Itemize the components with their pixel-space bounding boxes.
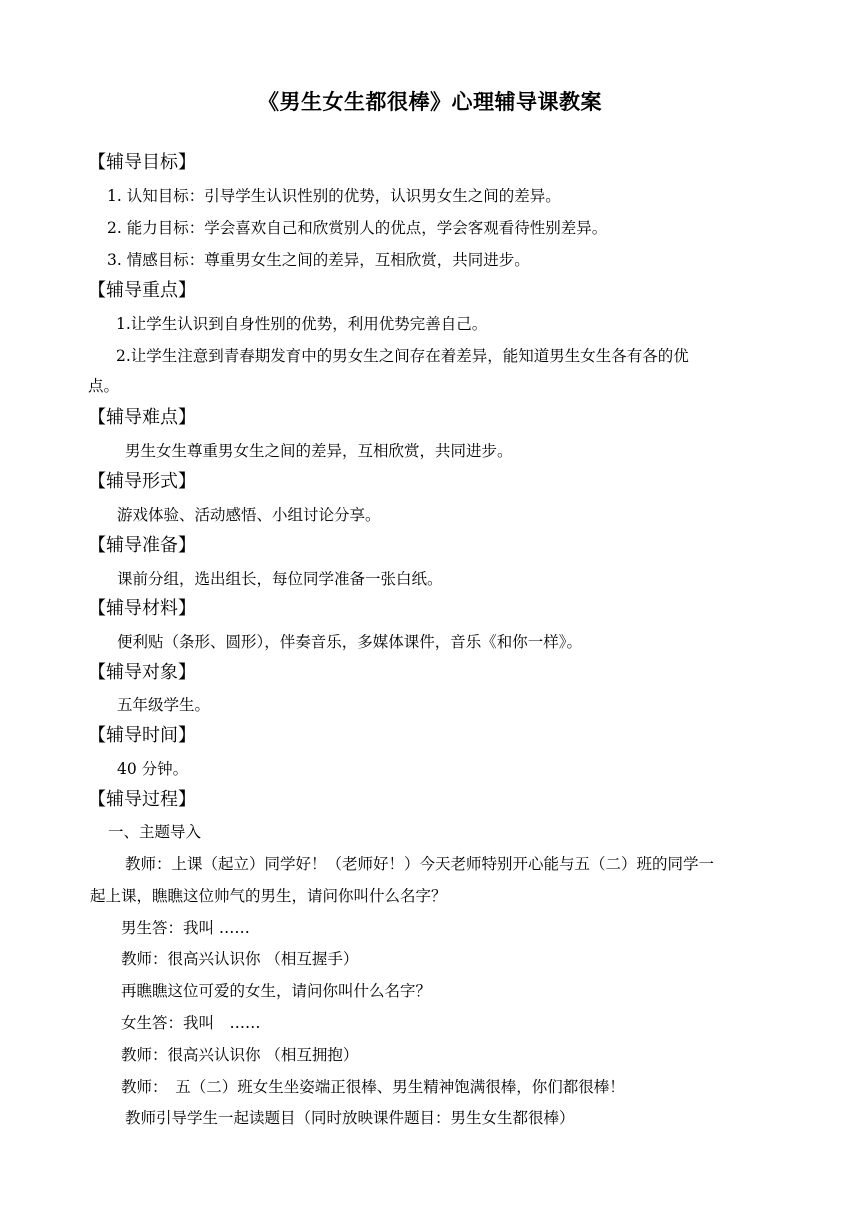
process-line-5: 再瞧瞧这位可爱的女生，请问你叫什么名字？ [121,982,432,1000]
goal-item-3: 3. 情感目标：尊重男女生之间的差异，互相欣赏，共同进步。 [107,251,530,269]
time-text: 40 分钟。 [117,760,189,778]
section-heading-time: 【辅导时间】 [88,725,196,746]
process-line-2: 起上课，瞧瞧这位帅气的男生，请问你叫什么名字？ [90,887,447,905]
process-line-9: 教师引导学生一起读题目（同时放映课件题目：男生女生都很棒） [125,1109,575,1127]
section-heading-key-points: 【辅导重点】 [88,280,196,301]
key-point-item-2: 2.让学生注意到青春期发育中的男女生之间存在着差异，能知道男生女生各有各的优 [116,347,689,365]
section-heading-form: 【辅导形式】 [88,471,196,492]
process-line-6: 女生答：我叫 …… [121,1014,261,1032]
preparation-text: 课前分组，选出组长，每位同学准备一张白纸。 [117,570,443,588]
section-heading-materials: 【辅导材料】 [88,598,196,619]
goal-item-1: 1. 认知目标：引导学生认识性别的优势，认识男女生之间的差异。 [107,187,561,205]
process-line-4: 教师：很高兴认识你 （相互握手） [121,950,359,968]
section-heading-process: 【辅导过程】 [88,789,196,810]
process-line-8: 教师： 五（二）班女生坐姿端正很棒、男生精神饱满很棒，你们都很棒！ [121,1078,625,1096]
key-point-item-2-cont: 点。 [88,377,120,395]
process-subheading: 一、主题导入 [108,823,202,841]
document-title: 《男生女生都很棒》心理辅导课教案 [258,89,602,114]
audience-text: 五年级学生。 [117,696,211,714]
key-point-item-1: 1.让学生认识到自身性别的优势，利用优势完善自己。 [116,315,488,333]
process-line-7: 教师：很高兴认识你 （相互拥抱） [121,1046,359,1064]
section-heading-preparation: 【辅导准备】 [88,535,196,556]
goal-item-2: 2. 能力目标：学会喜欢自己和欣赏别人的优点，学会客观看待性别差异。 [107,219,608,237]
section-heading-goals: 【辅导目标】 [88,152,196,173]
process-line-3: 男生答：我叫 …… [121,919,250,937]
section-heading-audience: 【辅导对象】 [88,662,196,683]
difficulties-text: 男生女生尊重男女生之间的差异，互相欣赏，共同进步。 [125,442,513,460]
process-line-1: 教师：上课（起立）同学好！（老师好！）今天老师特别开心能与五（二）班的同学一 [125,855,715,873]
materials-text: 便利贴（条形、圆形），伴奏音乐，多媒体课件，音乐《和你一样》。 [117,633,583,651]
form-text: 游戏体验、活动感悟、小组讨论分享。 [117,506,381,524]
section-heading-difficulties: 【辅导难点】 [88,407,196,428]
